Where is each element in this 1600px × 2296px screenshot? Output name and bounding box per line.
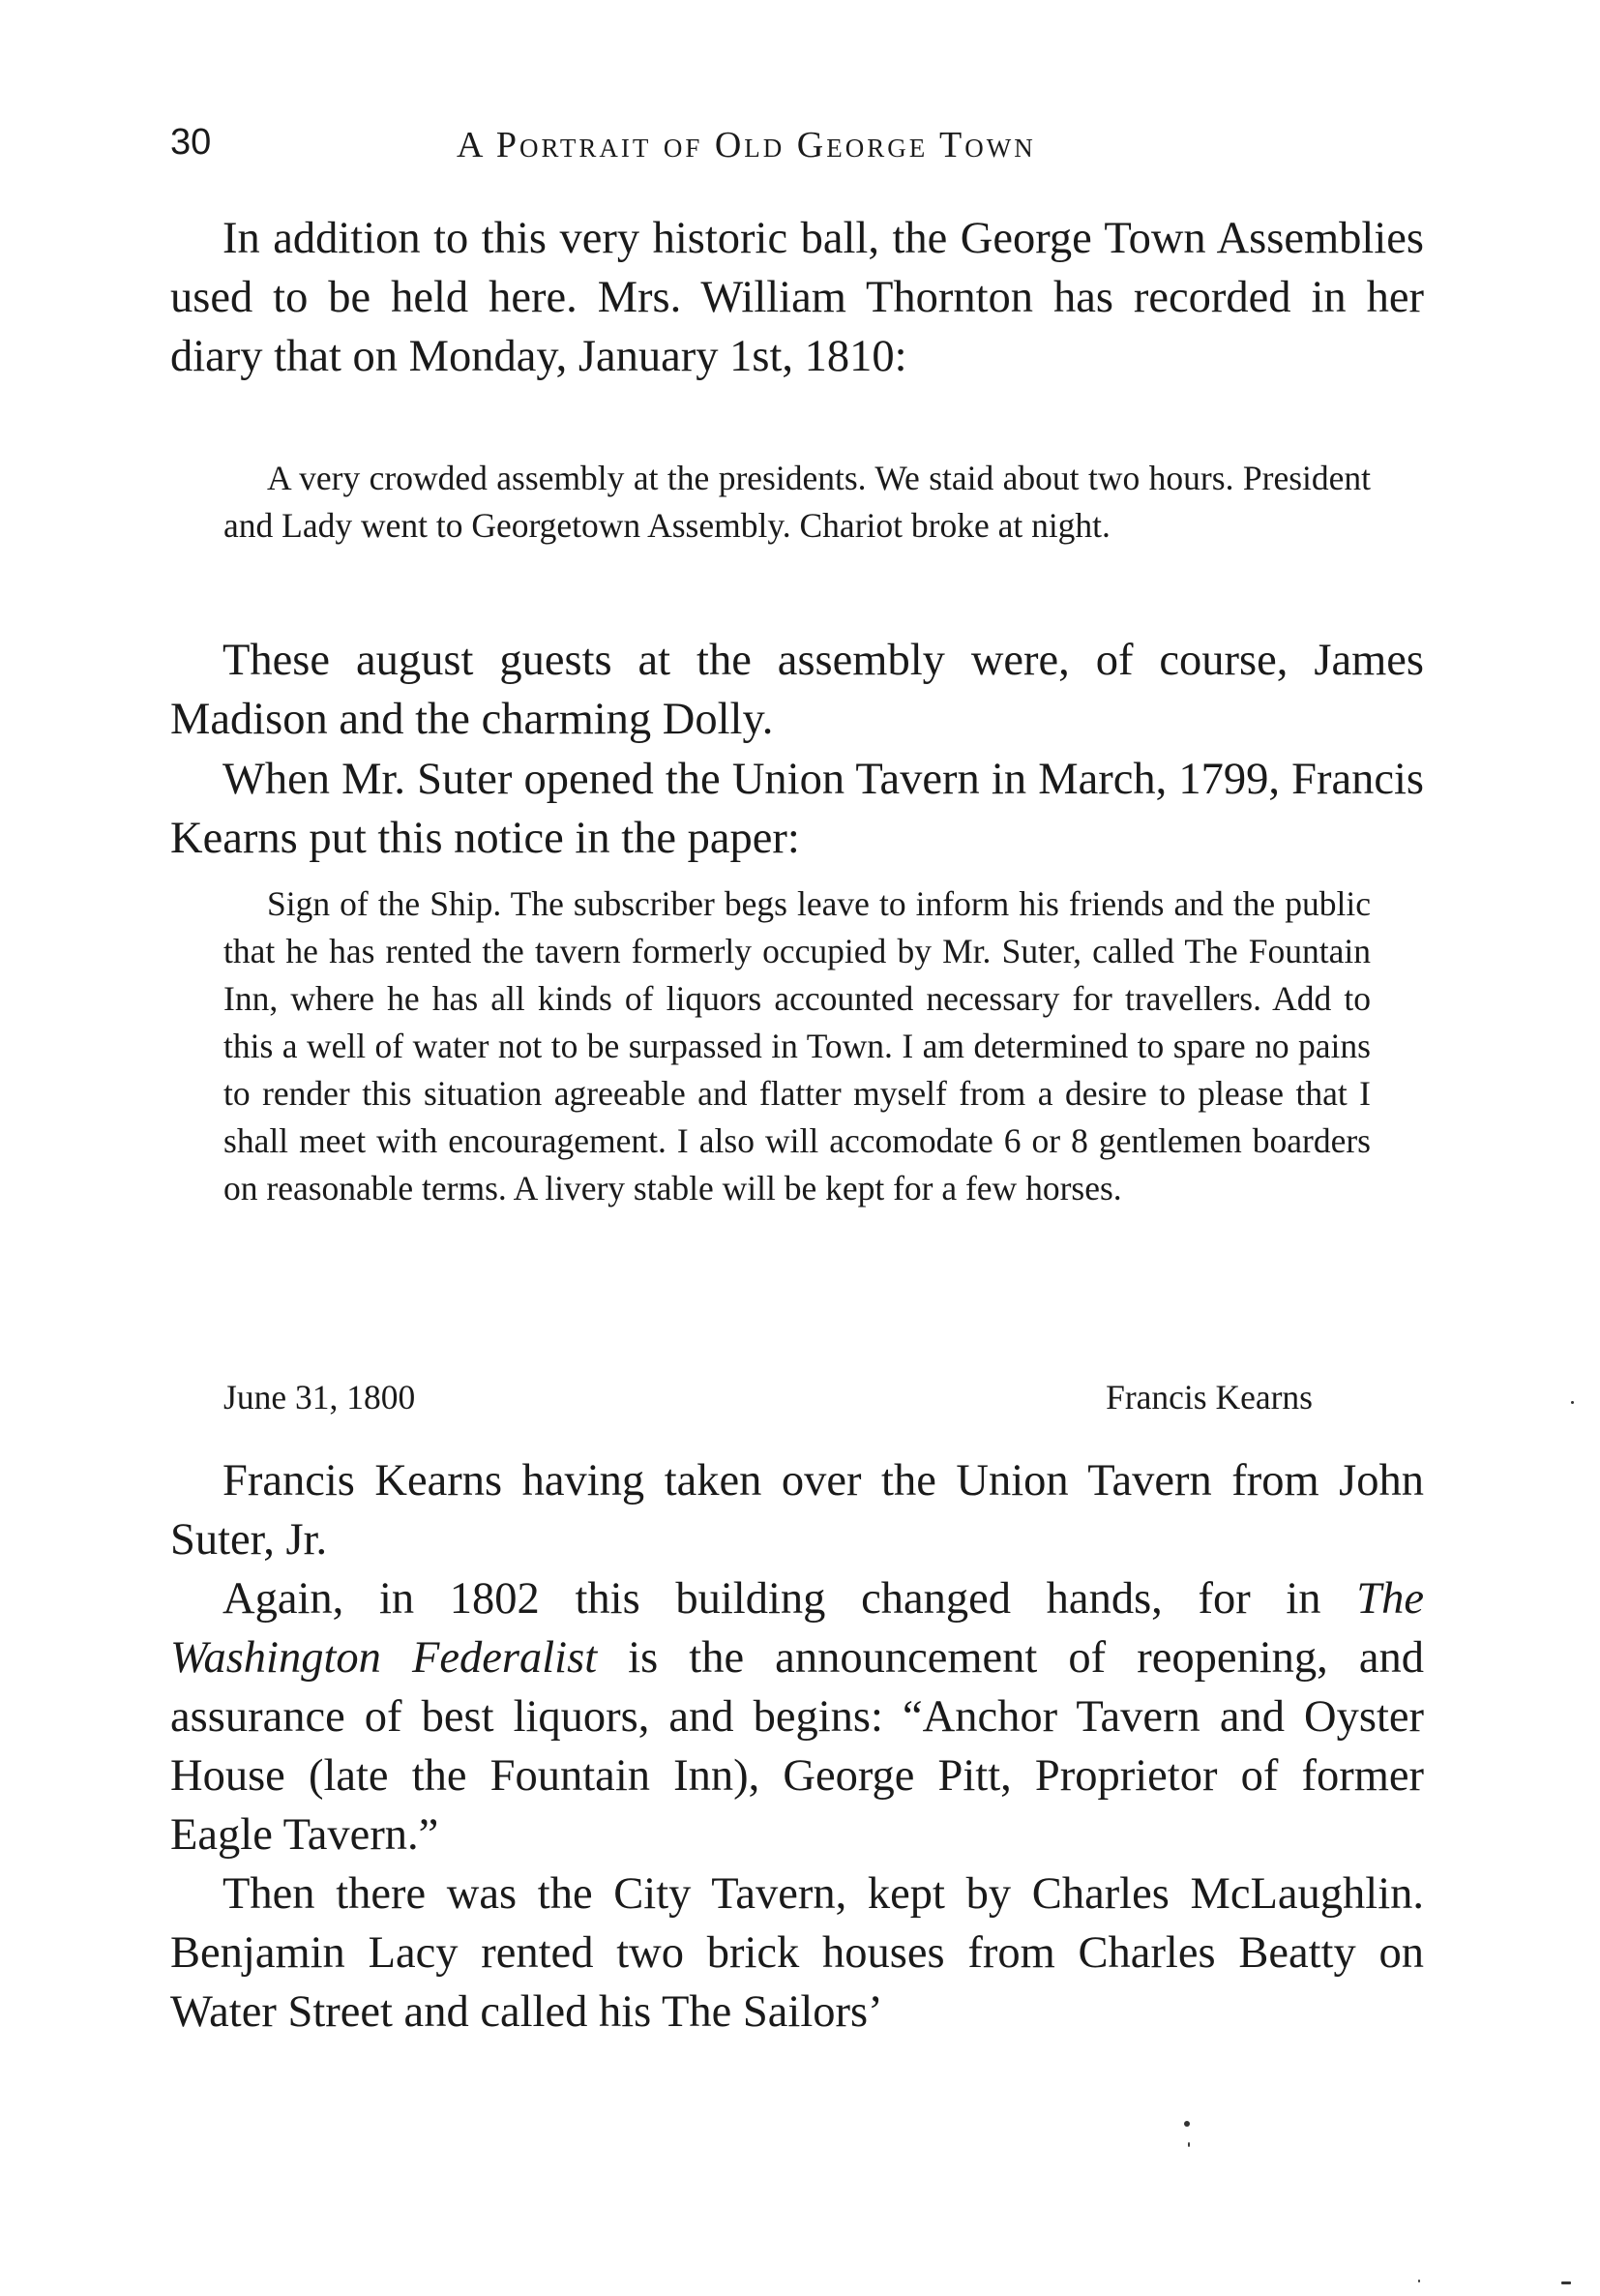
newspaper-title: The Washington Federalist xyxy=(170,1574,1424,1683)
paragraph-august-guests: These august guests at the assembly were, of course, James Madison and the charming Dolly. xyxy=(170,636,1424,744)
speck xyxy=(1418,2280,1420,2282)
quote-thornton-diary: A very crowded assembly at the presidents. We staid about two hours. President and Lady went to Georgetown Assembly. Chariot broke at night. xyxy=(223,459,1371,545)
running-title: A Portrait of Old George Town xyxy=(457,125,1036,165)
anchor-text-after: is the announcement of reopening, and assurance of best liquors, and begins: “Anchor Tavern and Oyster House (late the Fountain Inn), George Pitt, Proprietor of former Eagle Tavern.” xyxy=(170,1633,1424,1860)
speck xyxy=(1571,1401,1574,1404)
paragraph-kearns-takeover: Francis Kearns having taken over the Union Tavern from John Suter, Jr. xyxy=(170,1456,1424,1565)
paragraph-city-tavern: Then there was the City Tavern, kept by Charles McLaughlin. Benjamin Lacy rented two brick houses from Charles Beatty on Water Street and called his The Sailors’ xyxy=(170,1869,1424,2037)
speck xyxy=(1184,2121,1190,2127)
running-head xyxy=(170,122,1424,180)
quote-sign-of-the-ship: Sign of the Ship. The subscriber begs leave to inform his friends and the public that he has rented the tavern formerly occupied by Mr. Suter, called The Fountain Inn, where he has all kinds of liquors accounted necessary for travellers. Add to this a well of water not to be surpassed in Town. I am determined to spare no pains to render this situation agreeable and flatter myself from a desire to please that I shall meet with encouragement. I also will accomodate 6 or 8 gentlemen boarders on reasonable terms. A livery stable will be kept for a few horses. xyxy=(223,884,1371,1208)
speck xyxy=(1188,2142,1190,2147)
anchor-text-before: Again, in 1802 this building changed hands, for in xyxy=(222,1574,1357,1624)
paragraph-union-tavern: When Mr. Suter opened the Union Tavern in March, 1799, Francis Kearns put this notice in the paper: xyxy=(170,755,1424,863)
page-number: 30 xyxy=(170,122,212,163)
paragraph-anchor-tavern xyxy=(170,1569,1424,1864)
paragraph-assemblies: In addition to this very historic ball, the George Town Assemblies used to be held here. Mrs. William Thornton has recorded in her diary that on Monday, January 1st, 1810: xyxy=(170,214,1424,381)
notice-signer: Francis Kearns xyxy=(1106,1378,1313,1416)
speck xyxy=(1561,2281,1571,2284)
notice-signature xyxy=(223,1374,1371,1421)
notice-date: June 31, 1800 xyxy=(223,1378,416,1416)
